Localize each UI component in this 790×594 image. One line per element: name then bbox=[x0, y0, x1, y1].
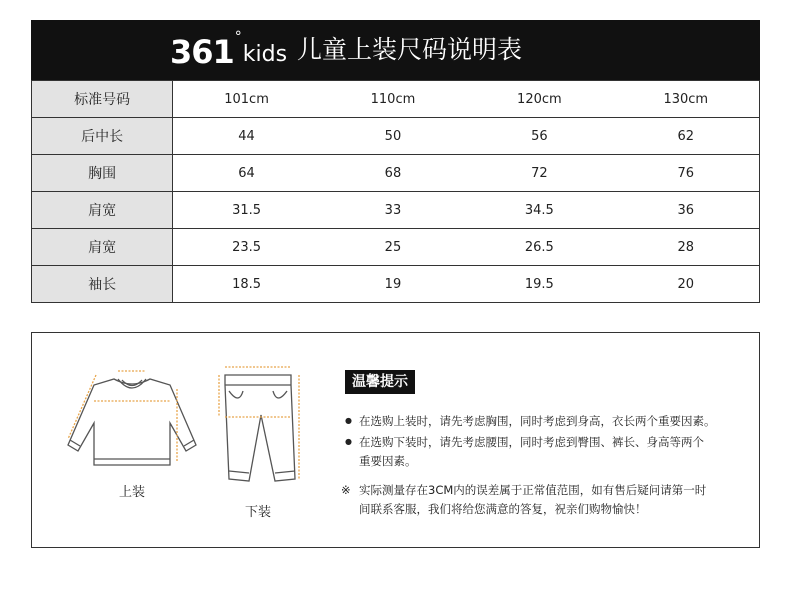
brand-logo bbox=[170, 28, 287, 72]
row-label: 肩宽 bbox=[32, 192, 173, 229]
table-row bbox=[32, 229, 760, 266]
tip-text-2-line1: 在选购下装时，请先考虑腰围，同时考虑到臀围、裤长、身高等两个 bbox=[359, 435, 704, 449]
table-row bbox=[32, 81, 760, 118]
table-cell: 25 bbox=[320, 229, 466, 266]
table-row bbox=[32, 192, 760, 229]
tip-text-2-line2: 重要因素。 bbox=[359, 454, 417, 468]
table-cell: 72 bbox=[466, 155, 612, 192]
table-cell: 36 bbox=[613, 192, 760, 229]
page-title: 儿童上装尺码说明表 bbox=[297, 35, 523, 64]
table-cell: 50 bbox=[320, 118, 466, 155]
table-cell: 101cm bbox=[173, 81, 320, 118]
tip-text-1: 在选购上装时，请先考虑胸围，同时考虑到身高，衣长两个重要因素。 bbox=[359, 414, 716, 428]
logo-kids: kids bbox=[242, 42, 288, 67]
size-table bbox=[31, 80, 760, 303]
row-label: 肩宽 bbox=[32, 229, 173, 266]
note-line-2: 间联系客服，我们将给您满意的答复，祝亲们购物愉快！ bbox=[359, 502, 647, 516]
table-row bbox=[32, 266, 760, 303]
table-cell: 19 bbox=[320, 266, 466, 303]
table-cell: 20 bbox=[613, 266, 760, 303]
tip-item-2 bbox=[345, 432, 704, 471]
pants-illustration bbox=[215, 359, 305, 489]
row-label: 标准号码 bbox=[32, 81, 173, 118]
table-cell: 64 bbox=[173, 155, 320, 192]
top-garment-illustration bbox=[62, 361, 202, 471]
table-cell: 28 bbox=[613, 229, 760, 266]
top-caption: 上装 bbox=[119, 485, 146, 500]
table-cell: 34.5 bbox=[466, 192, 612, 229]
bottom-caption: 下装 bbox=[245, 505, 272, 520]
table-cell: 31.5 bbox=[173, 192, 320, 229]
tip-item-1 bbox=[345, 411, 716, 431]
row-label: 胸围 bbox=[32, 155, 173, 192]
table-cell: 26.5 bbox=[466, 229, 612, 266]
note-line-1: 实际测量存在3CM内的误差属于正常值范围，如有售后疑问请第一时 bbox=[359, 483, 707, 497]
table-cell: 120cm bbox=[466, 81, 612, 118]
logo-degree: ° bbox=[234, 29, 242, 45]
row-label: 袖长 bbox=[32, 266, 173, 303]
table-cell: 68 bbox=[320, 155, 466, 192]
bullet-icon: ● bbox=[345, 416, 352, 425]
tips-title: 温馨提示 bbox=[345, 370, 415, 394]
header-bar bbox=[31, 20, 760, 80]
table-cell: 19.5 bbox=[466, 266, 612, 303]
note-icon: ※ bbox=[341, 483, 351, 497]
tip-note bbox=[341, 481, 706, 519]
bullet-icon: ● bbox=[345, 437, 352, 446]
table-cell: 56 bbox=[466, 118, 612, 155]
table-cell: 76 bbox=[613, 155, 760, 192]
table-cell: 18.5 bbox=[173, 266, 320, 303]
table-cell: 23.5 bbox=[173, 229, 320, 266]
table-cell: 62 bbox=[613, 118, 760, 155]
table-cell: 110cm bbox=[320, 81, 466, 118]
logo-number: 361 bbox=[170, 33, 234, 71]
table-cell: 33 bbox=[320, 192, 466, 229]
row-label: 后中长 bbox=[32, 118, 173, 155]
table-row bbox=[32, 118, 760, 155]
tips-panel bbox=[31, 332, 760, 548]
table-row bbox=[32, 155, 760, 192]
table-cell: 130cm bbox=[613, 81, 760, 118]
table-cell: 44 bbox=[173, 118, 320, 155]
